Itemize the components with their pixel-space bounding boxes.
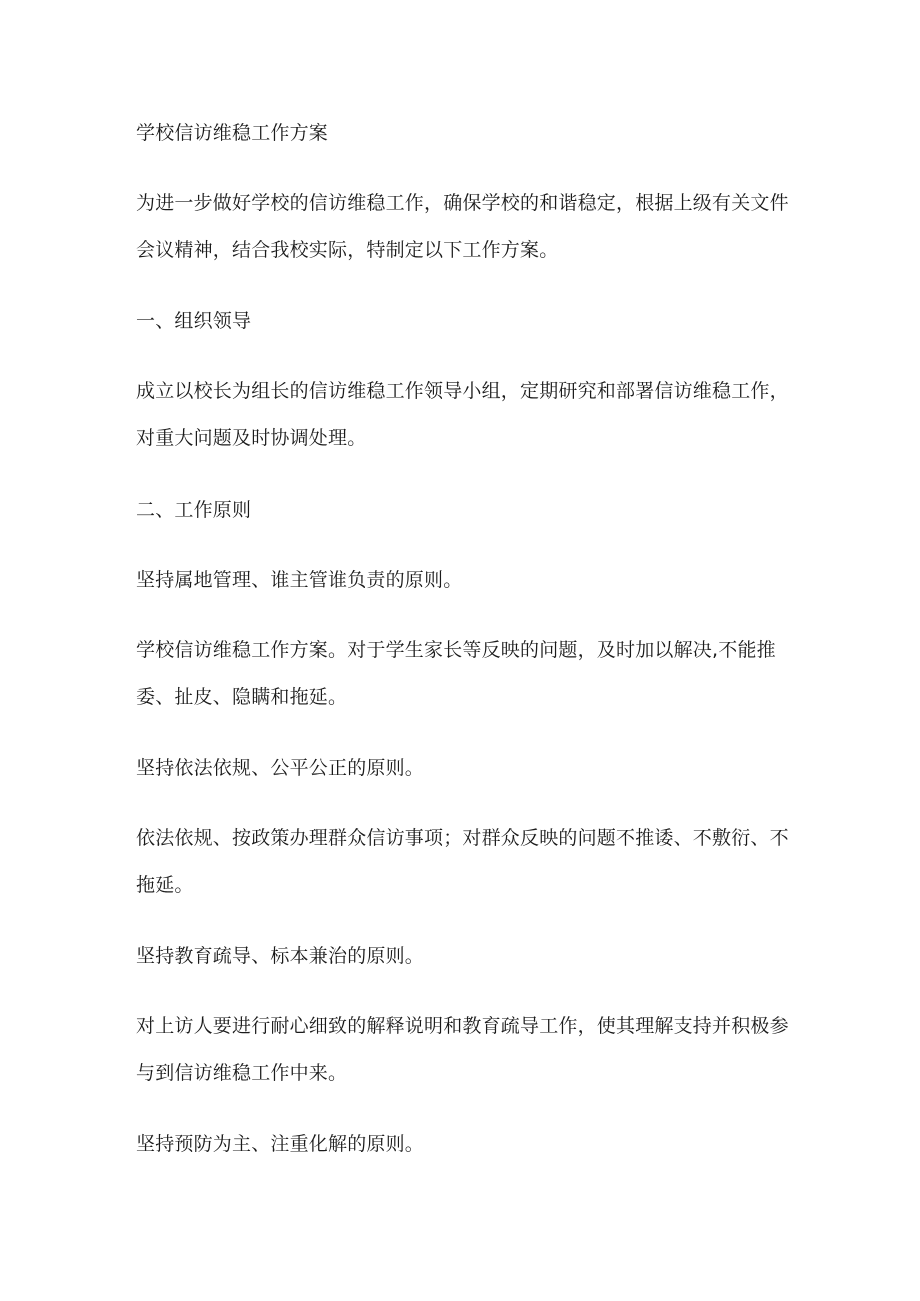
principle-heading-4: 坚持预防为主、注重化解的原则。 bbox=[136, 1133, 425, 1155]
principle-paragraph-3: 对上访人要进行耐心细致的解释说明和教育疏导工作，使其理解支持并积极参与到信访维稳工作中来。 bbox=[136, 1015, 789, 1084]
principle-heading-3: 坚持教育疏导、标本兼治的原则。 bbox=[136, 945, 425, 967]
intro-paragraph: 为进一步做好学校的信访维稳工作，确保学校的和谐稳定，根据上级有关文件会议精神，结合我校实际，特制定以下工作方案。 bbox=[136, 192, 789, 261]
principle-heading-2: 坚持依法依规、公平公正的原则。 bbox=[136, 757, 425, 779]
organization-paragraph: 成立以校长为组长的信访维稳工作领导小组，定期研究和部署信访维稳工作，对重大问题及时协调处理。 bbox=[136, 380, 789, 449]
principle-paragraph-2: 依法依规、按政策办理群众信访事项；对群众反映的问题不推诿、不敷衍、不拖延。 bbox=[136, 827, 789, 896]
principle-heading-1: 坚持属地管理、谁主管谁负责的原则。 bbox=[136, 569, 463, 591]
section-heading-principles: 二、工作原则 bbox=[136, 499, 252, 521]
document-title: 学校信访维稳工作方案 bbox=[136, 122, 329, 144]
principle-paragraph-1: 学校信访维稳工作方案。对于学生家长等反映的问题，及时加以解决,不能推委、扯皮、隐瞒和拖延。 bbox=[136, 639, 776, 708]
section-heading-organization: 一、组织领导 bbox=[136, 310, 252, 332]
